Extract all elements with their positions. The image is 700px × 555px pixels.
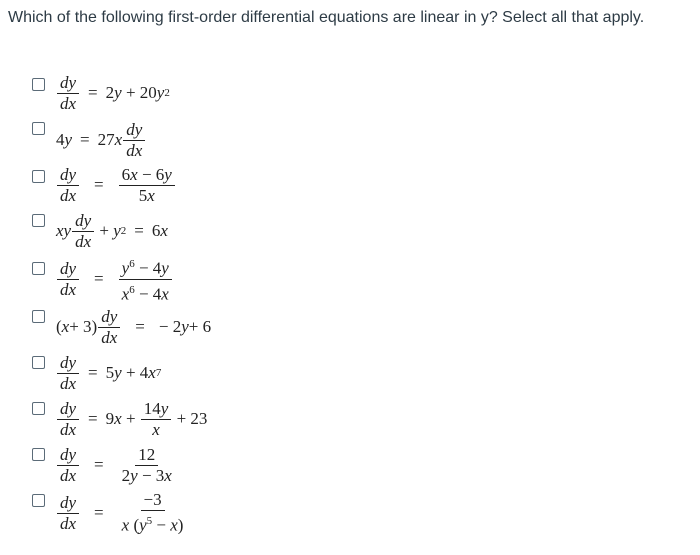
checkbox-option-8[interactable]	[32, 402, 45, 415]
checkbox-option-2[interactable]	[32, 122, 45, 135]
checkbox-option-6[interactable]	[32, 310, 45, 323]
answer-option-6[interactable]	[0, 304, 700, 350]
answer-option-10[interactable]	[0, 488, 700, 538]
answer-option-2[interactable]	[0, 116, 700, 164]
answer-option-7[interactable]	[0, 350, 700, 396]
equation-option-3: $\frac{dy}{dx}$ = $\frac{6x - 6y}{5x}$	[56, 162, 176, 208]
equation-option-7: $\frac{dy}{dx}$ = 5 y + 4 x 7	[56, 350, 161, 396]
answer-option-1[interactable]	[0, 70, 700, 116]
equation-option-1: $\frac{dy}{dx}$ = 2 y + 20 y 2	[56, 70, 170, 116]
answer-option-4[interactable]	[0, 208, 700, 254]
checkbox-option-9[interactable]	[32, 448, 45, 461]
equation-option-8: $\frac{dy}{dx}$ = 9 x + $\frac{14y}{x}$ + 23	[56, 396, 207, 442]
checkbox-option-4[interactable]	[32, 214, 45, 227]
question-text: Which of the following first-order differential equations are linear in y? Select all that apply.	[8, 9, 645, 26]
answer-option-8[interactable]	[0, 396, 700, 442]
answer-option-3[interactable]	[0, 162, 700, 208]
checkbox-option-3[interactable]	[32, 170, 45, 183]
answer-option-9[interactable]	[0, 442, 700, 488]
equation-option-9: $\frac{dy}{dx}$ = $\frac{12}{2y - 3x}$	[56, 442, 176, 488]
answer-option-5[interactable]	[0, 254, 700, 304]
checkbox-option-1[interactable]	[32, 78, 45, 91]
checkbox-option-5[interactable]	[32, 262, 45, 275]
equation-option-5: $\frac{dy}{dx}$ = $\frac{y^6 - 4y}{x^6 - 4x}$	[56, 254, 173, 304]
equation-option-2: 4 y = 27 x $\frac{dy}{dx}$	[56, 116, 146, 164]
equation-option-4: xy $\frac{dy}{dx}$ + y 2 = 6 x	[56, 210, 168, 251]
equation-option-10: $\frac{dy}{dx}$ = $\frac{-3}{x (y^5 - x)}$	[56, 488, 187, 538]
checkbox-option-10[interactable]	[32, 494, 45, 507]
checkbox-option-7[interactable]	[32, 356, 45, 369]
equation-option-6: ( x + 3) $\frac{dy}{dx}$ = − 2 y + 6	[56, 306, 212, 347]
